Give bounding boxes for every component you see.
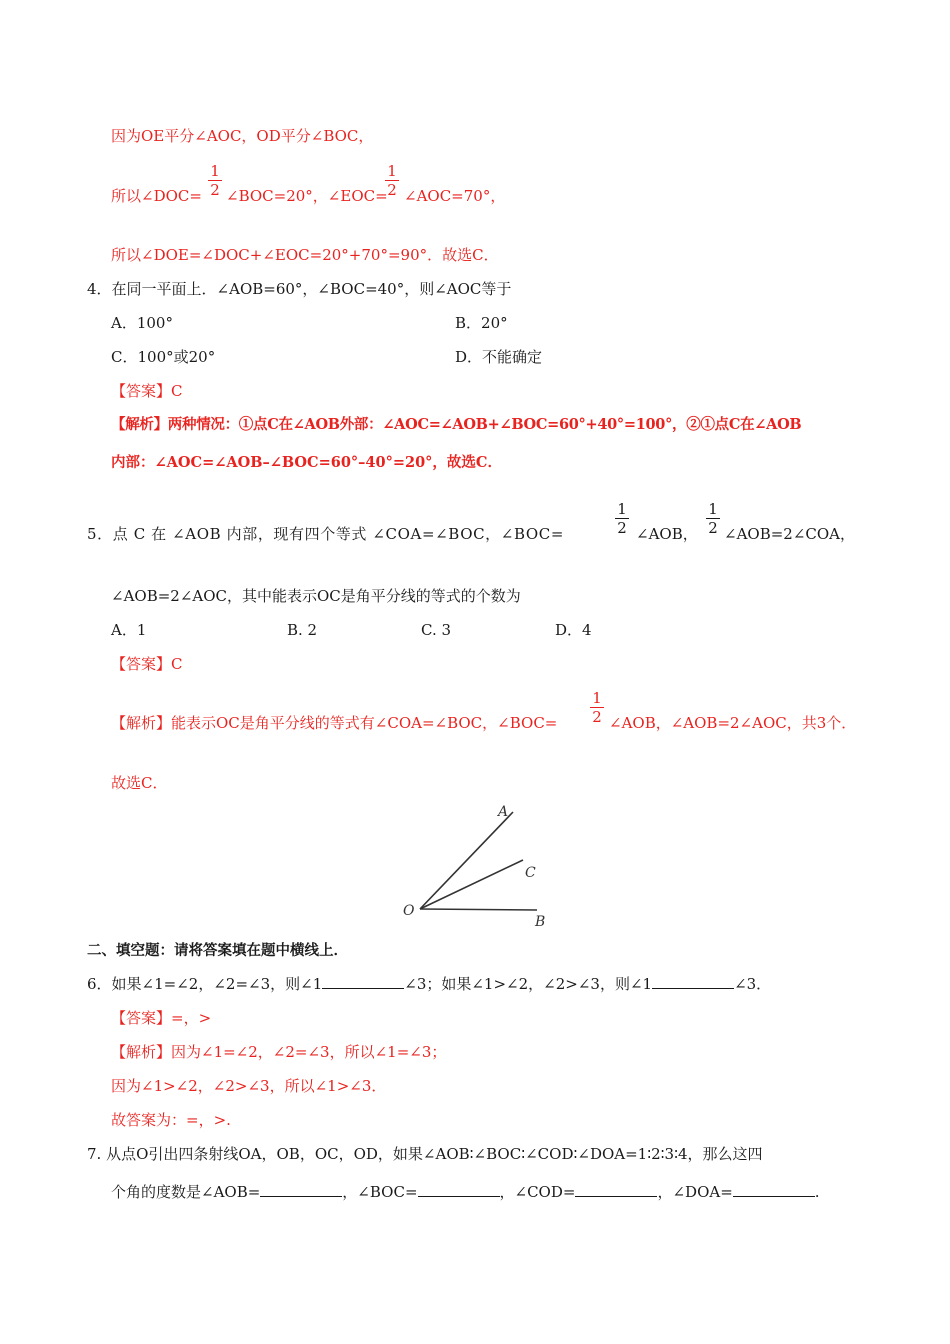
prev-analysis-line1: 因为OE平分∠AOC，OD平分∠BOC， xyxy=(111,127,374,145)
ray-oa xyxy=(420,812,513,909)
section-heading: 二、填空题：请将答案填在题中横线上． xyxy=(87,942,348,959)
q4-option-d: D．不能确定 xyxy=(455,348,543,366)
q4-stem: 4．在同一平面上．∠AOB=60°，∠BOC=40°，则∠AOC等于 xyxy=(87,280,512,298)
q5-analysis-b: ∠AOB，∠AOB=2∠AOC，共3个． xyxy=(609,714,857,732)
q7-stem-line2 xyxy=(111,1182,820,1202)
q5-option-d: D．4 xyxy=(555,621,592,639)
fraction-half: $\frac{1}{2}$ xyxy=(615,500,629,537)
q6-stem-b: ∠3；如果∠1>∠2，∠2>∠3，则∠1 xyxy=(404,975,653,993)
fraction-half: $\frac{1}{2}$ xyxy=(590,689,604,726)
q4-analysis-line1: 【解析】两种情况：①点C在∠AOB外部：∠AOC=∠AOB+∠BOC=60°+40°=100°，②①点C在∠AOB xyxy=(111,416,802,433)
q7-text-d: ，∠DOA= xyxy=(657,1183,733,1201)
q4-option-a: A．100° xyxy=(111,314,173,332)
answer-blank[interactable] xyxy=(260,1182,342,1197)
label-o: O xyxy=(403,903,415,919)
q5-option-c: C. 3 xyxy=(421,621,452,639)
fraction-half: $\frac{1}{2}$ xyxy=(385,162,399,199)
q4-analysis-line2: 内部：∠AOC=∠AOB–∠BOC=60°–40°=20°，故选C． xyxy=(111,454,502,471)
label-c: C xyxy=(525,865,536,881)
q4-option-c: C．100°或20° xyxy=(111,348,216,366)
q7-stem-line1: 7. 从点O引出四条射线OA，OB，OC，OD，如果∠AOB∶∠BOC∶∠COD∶∠DOA=1∶2∶3∶4，那么这四 xyxy=(87,1145,763,1163)
q4-option-b: B．20° xyxy=(455,314,508,332)
fraction-half: $\frac{1}{2}$ xyxy=(208,162,222,199)
answer-blank[interactable] xyxy=(575,1182,657,1197)
q4-answer: 【答案】C xyxy=(111,382,183,400)
prev-analysis-line2c: ∠AOC=70°， xyxy=(404,187,506,205)
q7-text-c: ，∠COD= xyxy=(499,1183,576,1201)
fraction-half: $\frac{1}{2}$ xyxy=(706,500,720,537)
q5-analysis-line2: 故选C． xyxy=(111,774,168,792)
q6-analysis-line2: 因为∠1>∠2，∠2>∠3，所以∠1>∠3． xyxy=(111,1077,387,1095)
q7-text-b: ，∠BOC= xyxy=(342,1183,418,1201)
q5-option-b: B. 2 xyxy=(287,621,318,639)
q6-stem-c: ∠3． xyxy=(734,975,772,993)
prev-analysis-line2b: ∠BOC=20°，∠EOC= xyxy=(226,187,388,205)
q6-stem xyxy=(87,974,771,994)
ray-ob xyxy=(420,909,537,910)
q5-stem-c: ∠AOB=2∠COA， xyxy=(724,525,856,543)
prev-analysis-line2a: 所以∠DOC= xyxy=(111,187,202,205)
answer-blank[interactable] xyxy=(418,1182,500,1197)
q6-stem-a: 6．如果∠1=∠2，∠2=∠3，则∠1 xyxy=(87,975,323,993)
q6-analysis-line3: 故答案为：=，>. xyxy=(111,1111,231,1129)
prev-analysis-line3: 所以∠DOE=∠DOC+∠EOC=20°+70°=90°．故选C． xyxy=(111,246,499,264)
angle-figure xyxy=(395,798,560,933)
q7-text-e: . xyxy=(814,1183,820,1201)
ray-oc xyxy=(420,860,523,909)
q5-stem-line2: ∠AOB=2∠AOC，其中能表示OC是角平分线的等式的个数为 xyxy=(111,587,521,605)
label-b: B xyxy=(535,914,546,930)
q5-answer: 【答案】C xyxy=(111,655,183,673)
q5-analysis-a: 【解析】能表示OC是角平分线的等式有∠COA=∠BOC，∠BOC= xyxy=(111,714,558,732)
answer-blank[interactable] xyxy=(652,974,734,989)
answer-blank[interactable] xyxy=(733,1182,815,1197)
q6-analysis-line1: 【解析】因为∠1=∠2，∠2=∠3，所以∠1=∠3； xyxy=(111,1043,447,1061)
q7-text-a: 个角的度数是∠AOB= xyxy=(111,1183,261,1201)
answer-blank[interactable] xyxy=(322,974,404,989)
q5-option-a: A．1 xyxy=(111,621,147,639)
q5-stem-a: 5．点 C 在 ∠AOB 内部，现有四个等式 ∠COA=∠BOC，∠BOC= xyxy=(87,525,564,543)
label-a: A xyxy=(498,804,509,820)
q6-answer: 【答案】=，> xyxy=(111,1009,212,1027)
q5-stem-b: ∠AOB， xyxy=(636,525,698,543)
